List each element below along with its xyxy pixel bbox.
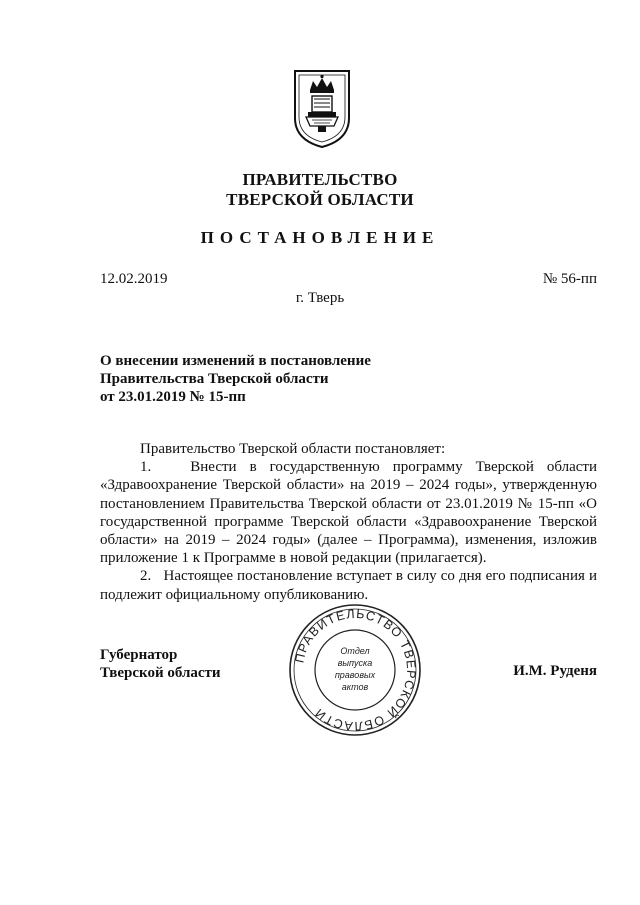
stamp-center-line-3: правовых [334, 670, 376, 680]
stamp-center-line-4: актов [341, 682, 369, 692]
signer-title-line-2: Тверской области [100, 665, 221, 681]
subject-line-1: О внесении изменений в постановление [100, 353, 371, 369]
stamp-center-line-1: Отдел [340, 646, 370, 656]
stamp-ring-text: ПРАВИТЕЛЬСТВО ТВЕРСКОЙ ОБЛАСТИ [292, 606, 419, 734]
document-date: 12.02.2019 [100, 271, 168, 287]
subject-line-3: от 23.01.2019 № 15-пп [100, 389, 246, 405]
signer-title [100, 646, 221, 682]
subject-line-2: Правительства Тверской области [100, 371, 329, 387]
document-city: г. Тверь [295, 290, 345, 306]
signer-name: И.М. Руденя [513, 663, 597, 679]
organization-region: ТВЕРСКОЙ ОБЛАСТИ [226, 190, 414, 209]
body-intro: Правительство Тверской области постановляет: [140, 441, 446, 457]
organization-name: ПРАВИТЕЛЬСТВО [242, 170, 398, 189]
document-number: № 56-пп [542, 271, 597, 287]
body-item-2: 2. Настоящее постановление вступает в силу со дня его подписания и подлежит официальному опубликованию. [100, 568, 597, 603]
body-item-1: 1. Внести в государственную программу Тверской области «Здравоохранение Тверской области» на 2019 – 2024 годы», утвержденную постановлением Правительства Тверской области от 23.01.2019 № 15-пп «О государственной программе Тверской области «Здравоохранение Тверской области» на 2019 – 2024 годы» (далее – Программа), изменения, изложив приложение 1 к Программе в новой редакции (прилагается). [100, 459, 597, 567]
official-stamp [287, 602, 423, 738]
stamp-center-line-2: выпуска [337, 658, 373, 668]
document-type-title: ПОСТАНОВЛЕНИЕ [200, 228, 440, 247]
coat-of-arms-icon [292, 68, 352, 150]
signer-title-line-1: Губернатор [100, 647, 178, 663]
document-body [100, 440, 597, 604]
